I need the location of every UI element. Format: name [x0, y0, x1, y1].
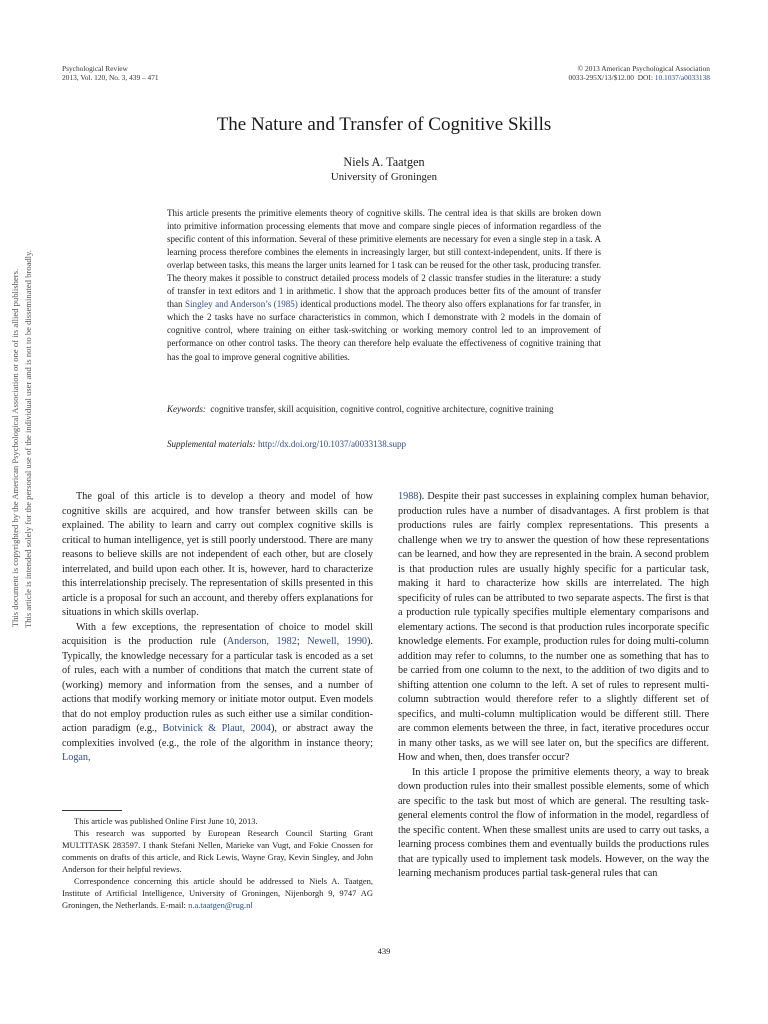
body-text: With a few exceptions, the representation of choice to model skill acquisition is the production rule ( — [62, 621, 373, 647]
doi-link[interactable]: 10.1037/a0033138 — [654, 73, 710, 82]
copyright-side-notice — [2, 250, 42, 628]
body-paragraph — [398, 490, 709, 766]
citation-link[interactable]: Logan, — [62, 752, 91, 763]
doi-label: DOI: — [637, 73, 653, 82]
abstract-text-cont: identical productions model. The theory also offers explanations for far transfer, in which the 2 tasks have no surface characteristics in common, which I demonstrate with 2 models in the domain of cognitive control, where training on either task-switching or working memory control led to an improvement of performance on other control tasks. The theory can therefore help evaluate the effectiveness of cognitive training that has the goal to improve general cognitive abilities. — [167, 299, 602, 362]
body-paragraph: The goal of this article is to develop a theory and model of how cognitive skills are acquired, and how transfer between skills can be explained. The ability to learn and carry out complex cognitive skills is critical to human intelligence, yet is still poorly understood. There are many reasons to believe skills are not independent of each other, but are closely interrelated, and build upon each other. It is, however, hard to characterize this interrelationship precisely. The representation of skills presented in this article is a proposal for such an account, and thereby offers explanations for situations in which skills overlap. — [62, 491, 373, 618]
keywords-text: cognitive transfer, skill acquisition, cognitive control, cognitive architecture, cognitive training — [210, 404, 554, 414]
footnote-rule — [62, 810, 122, 811]
side-notice-line1: This document is copyrighted by the American Psychological Association or one of its allied publishers. — [10, 268, 20, 628]
citation-link[interactable]: 1988 — [398, 491, 419, 502]
abstract-citation[interactable]: Singley and Anderson’s (1985) — [185, 299, 298, 310]
footnote: This research was supported by European Research Council Starting Grant MULTITASK 283597. I thank Stefani Nellen, Marieke van Vugt, and Fokie Cnossen for comments on drafts of this article, and Rick Lewis, Wayne Gray, Kevin Singley, and John Anderson for their helpful reviews. — [62, 828, 373, 874]
issn: 0033-295X/13/$12.00 — [568, 73, 634, 82]
supplemental-link[interactable]: http://dx.doi.org/10.1037/a0033138.supp — [257, 439, 407, 449]
journal-volume: 2013, Vol. 120, No. 3, 439 – 471 — [62, 73, 159, 82]
supplemental-materials — [167, 438, 601, 451]
page-number: 439 — [377, 946, 391, 956]
footnote: This article was published Online First June 10, 2013. — [74, 816, 258, 826]
footnote-text: Correspondence concerning this article should be addressed to Niels A. Taatgen, Institute of Artificial Intelligence, University of Groningen, Nijenborgh 9, 9747 AG Groningen, the Netherlands. E-mail: — [62, 876, 373, 910]
body-right-column — [398, 490, 709, 942]
keywords-label: Keywords: — [167, 404, 206, 414]
supplemental-label: Supplemental materials: — [167, 439, 256, 449]
footnote — [62, 875, 373, 911]
body-text: ), or abstract away the complexities involved (e.g., the role of the algorithm in instance theory; — [62, 723, 373, 749]
copyright-line: © 2013 American Psychological Association — [577, 64, 710, 73]
body-paragraph — [62, 621, 373, 766]
journal-name: Psychological Review — [62, 64, 128, 73]
paper-title: The Nature and Transfer of Cognitive Skills — [216, 114, 552, 135]
author-name: Niels A. Taatgen — [343, 155, 425, 169]
journal-header — [62, 64, 159, 82]
body-paragraph: In this article I propose the primitive elements theory, a way to break down production rules into their smallest possible elements, some of which are specific to the task but most of which are general. The resulting task-general elements control the flow of information in the model, regardless of the specific content. When these smallest units are used to carry out tasks, a learning process combines them and eventually builds the productions rules that are typically used to implement task models. However, on the way the learning mechanism produces partial task-general rules that can — [398, 766, 709, 879]
side-notice-line2: This article is intended solely for the personal use of the individual user and is not to be disseminated broadly. — [23, 250, 33, 628]
abstract-text: This article presents the primitive elements theory of cognitive skills. The central idea is that skills are broken down into primitive information processing elements that move and compare single pieces of information regardless of the specific content of this information. Several of these primitive elements are necessary for even a single step in a task. A learning process therefore combines the elements in increasingly larger, but still context-independent, units. If there is overlap between tasks, this means the larger units learned for 1 task can be reused for the other task, producing transfer. The theory makes it possible to construct detailed process models of 2 classic transfer studies in the literature: a study of transfer in text editors and 1 in arithmetic. I show that the approach produces better fits of the amount of transfer than — [167, 208, 601, 310]
citation-link[interactable]: Newell, 1990 — [307, 636, 368, 647]
citation-link[interactable]: Botvinick & Plaut, 2004 — [162, 723, 271, 734]
body-text: ). Typically, the knowledge necessary for a particular task is encoded as a set of rules, each with a number of conditions that match the current state of (working) memory and information from the senses, and a number of actions that modify working memory or initiate motor output. Even models that do not employ production rules as such either use a similar condition-action paradigm (e.g., — [62, 636, 373, 734]
citation-separator: ; — [296, 636, 308, 647]
copyright-header — [569, 64, 711, 82]
footnotes — [62, 815, 373, 911]
side-notice-text — [9, 250, 35, 628]
author-affiliation: University of Groningen — [330, 171, 438, 183]
doi-line — [569, 73, 711, 82]
keywords — [167, 403, 601, 416]
body-text: ). Despite their past successes in explaining complex human behavior, production rules have a number of disadvantages. A first problem is that productions rules are fairly complex representations. This presents a challenge when we try to answer the question of how these representations can be learned, and how they are represented in the brain. A second problem is that production rules are usually highly specific for a particular task, making it hard to characterize how skills are interrelated. The high specificity of rules can be attributed to two separate aspects. The first is that a production rule typically specifies multiple elementary comparisons and elementary actions. The second is that production rules incorporate specific knowledge elements. For example, production rules for doing multi-column addition may refer to columns, to the number one as something that has to be carried from one column to the next, to the addition of two digits and to shifting attention one column to the left. A set of rules to represent multi-column subtraction would therefore refer to a slightly different set of specifics, and multi-column multiplication would be different still. There are common elements between the three, in fact, iterative procedures occur in many other tasks, as we will see later on, but the specifics are different. How and when, then, does transfer occur? — [398, 491, 709, 763]
body-left-column — [62, 490, 373, 780]
abstract — [167, 207, 601, 364]
citation-link[interactable]: Anderson, 1982 — [226, 636, 297, 647]
email-link[interactable]: n.a.taatgen@rug.nl — [188, 900, 253, 910]
